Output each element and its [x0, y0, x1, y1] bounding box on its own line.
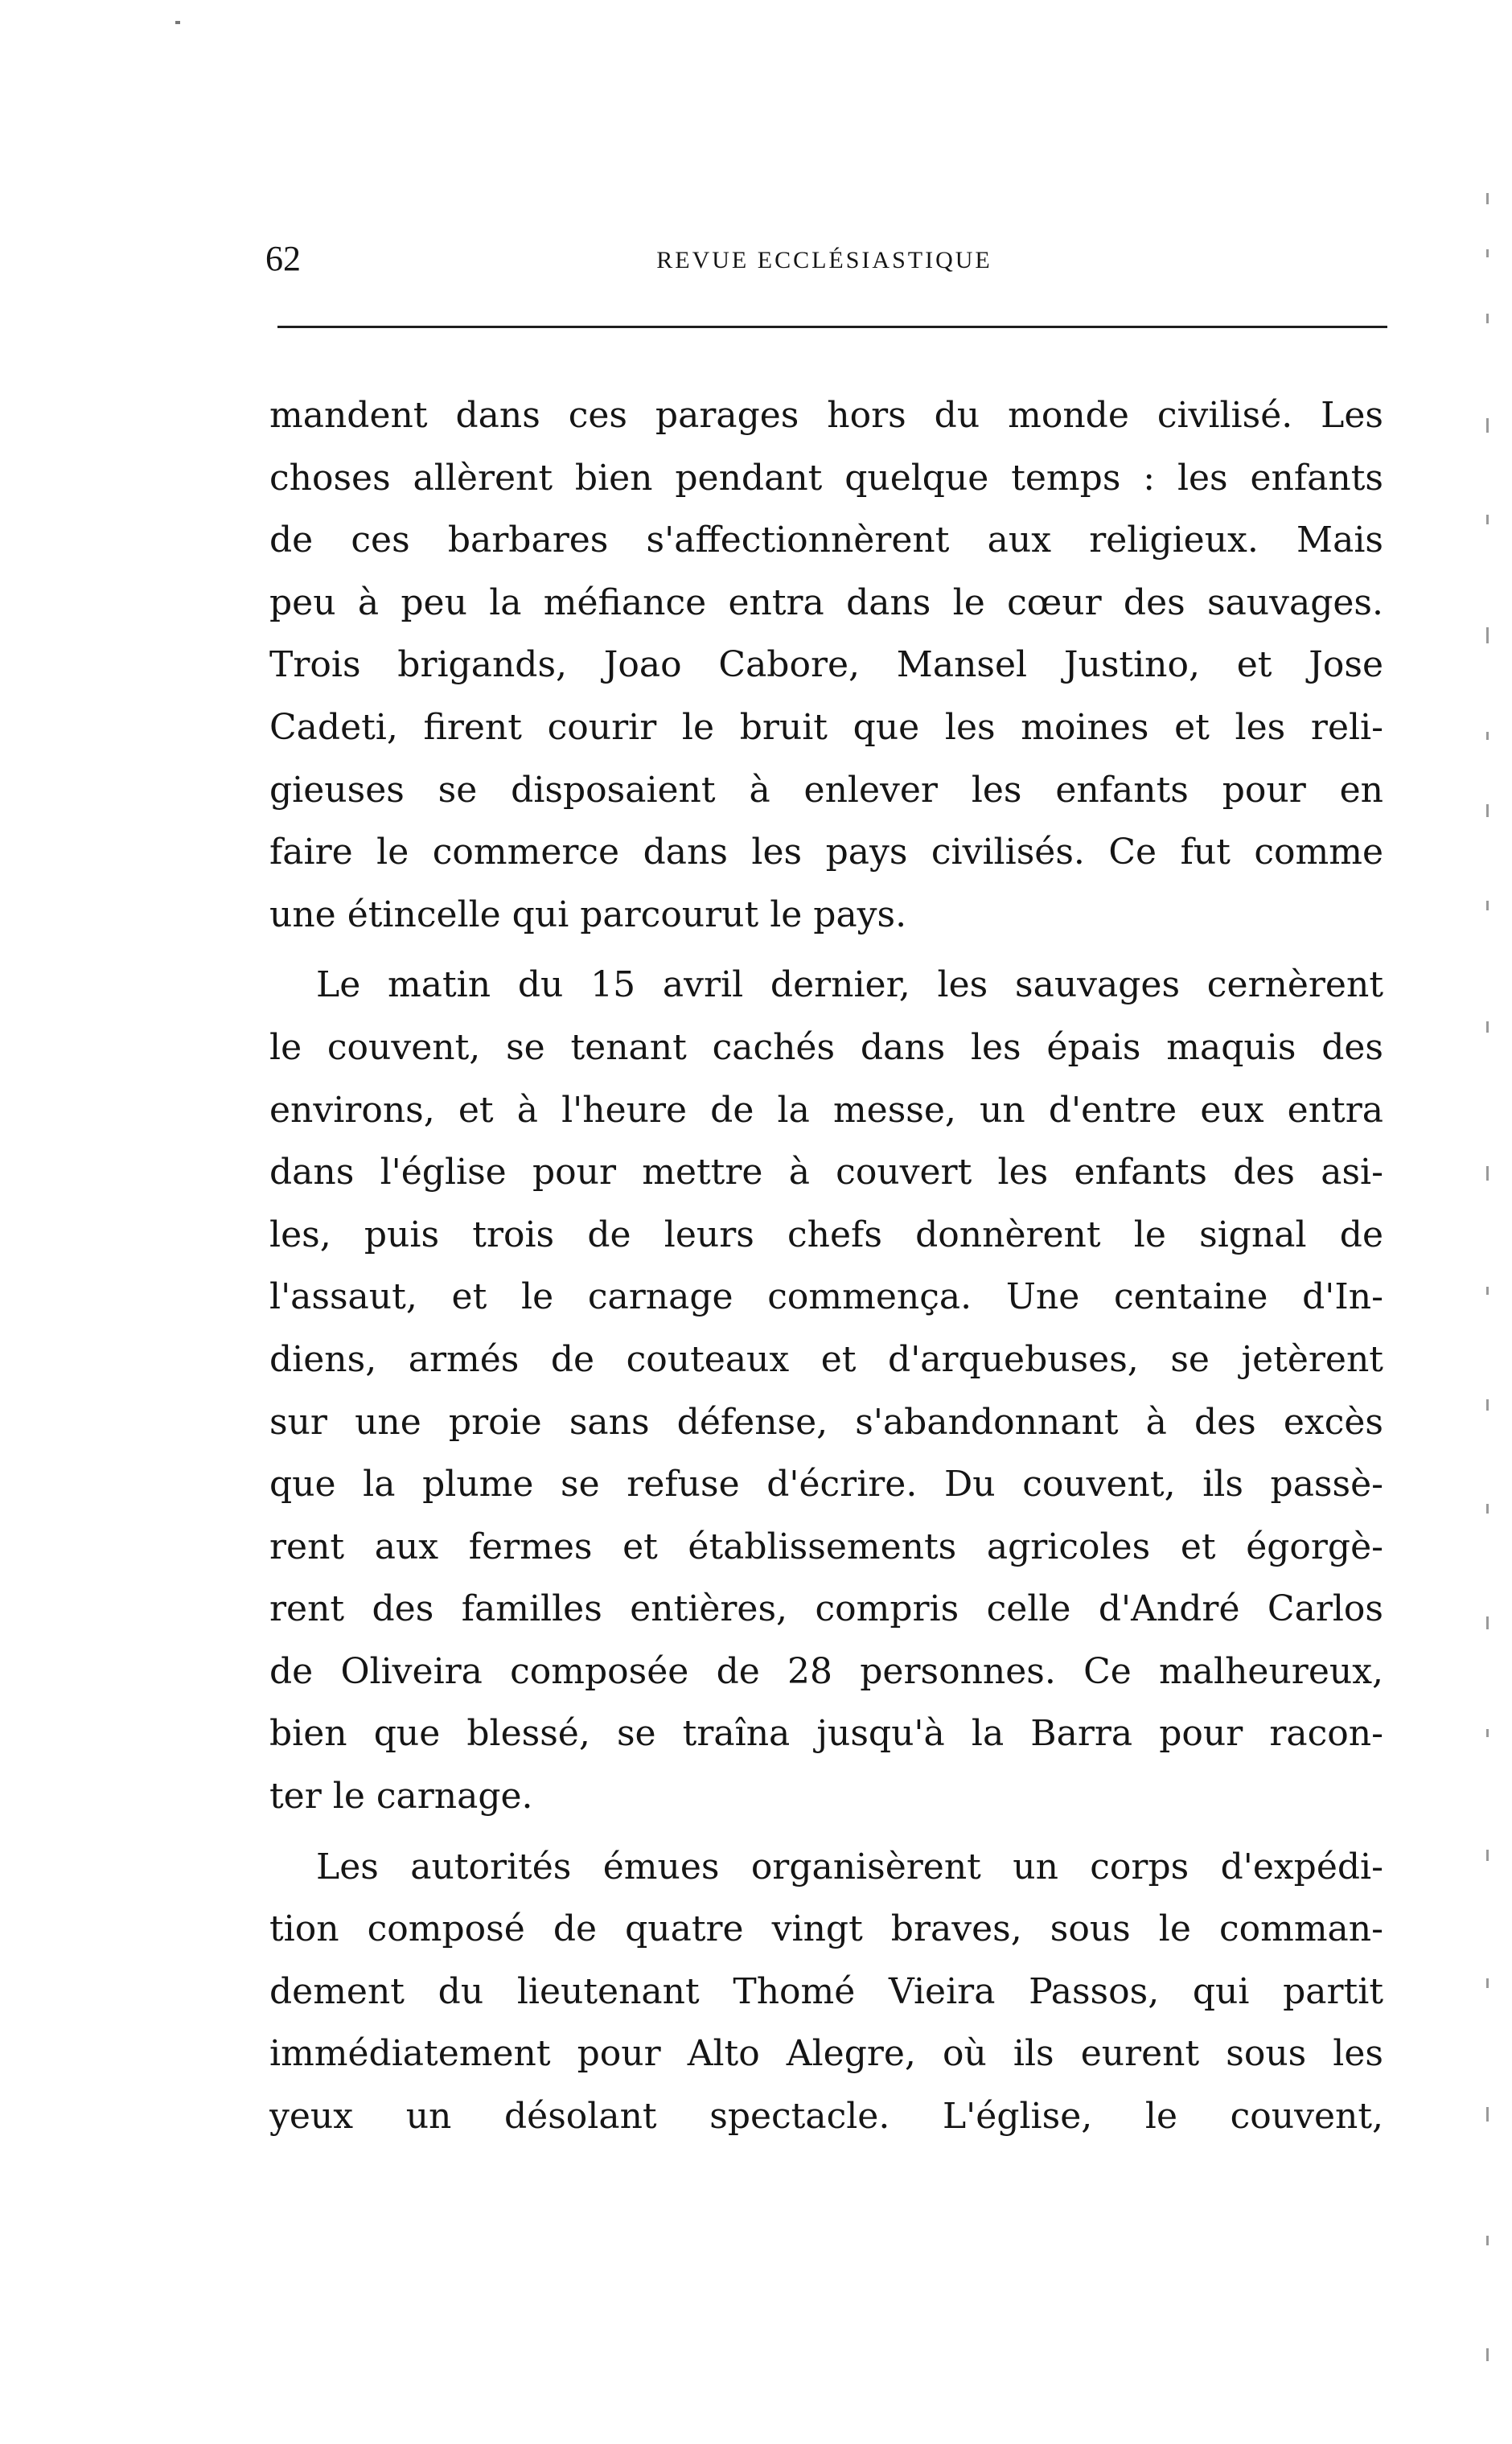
text-line: une étincelle qui parcourut le pays.	[269, 893, 907, 935]
text-line: ter le carnage.	[269, 1776, 533, 1818]
text-line: tion composé de quatre vingt braves, sous le comman-	[269, 1908, 1383, 1950]
text-line: de ces barbares s'affectionnèrent aux religieux. Mais	[269, 520, 1383, 561]
text-line: bien que blessé, se traîna jusqu'à la Barra pour racon-	[269, 1713, 1383, 1755]
text-line: rent des familles entières, compris celle d'André Carlos	[269, 1588, 1383, 1630]
text-line: rent aux fermes et établissements agricoles et égorgè-	[269, 1526, 1383, 1567]
text-line: que la plume se refuse d'écrire. Du couvent, ils passè-	[269, 1464, 1383, 1505]
text-line: yeux un désolant spectacle. L'église, le couvent,	[269, 2096, 1383, 2138]
text-line: choses allèrent bien pendant quelque temps : les enfants	[269, 457, 1383, 499]
text-line: l'assaut, et le carnage commença. Une centaine d'In-	[269, 1276, 1383, 1318]
text-line: le couvent, se tenant cachés dans les épais maquis des	[269, 1026, 1383, 1068]
text-line: dans l'église pour mettre à couvert les enfants des asi-	[269, 1152, 1383, 1193]
header-rule	[277, 326, 1387, 328]
paragraph-3	[269, 1836, 1383, 2148]
text-line: immédiatement pour Alto Alegre, où ils eurent sous les	[269, 2033, 1383, 2075]
text-line: Les autorités émues organisèrent un corps d'expédi-	[316, 1846, 1383, 1887]
text-line: Cadeti, firent courir le bruit que les moines et les reli-	[269, 706, 1383, 748]
body-text	[269, 384, 1383, 2148]
text-line: dement du lieutenant Thomé Vieira Passos, qui partit	[269, 1970, 1383, 2012]
journal-title: REVUE ECCLÉSIASTIQUE	[656, 247, 992, 273]
scan-margin-noise	[1480, 177, 1496, 2413]
text-line: diens, armés de couteaux et d'arquebuses, se jetèrent	[269, 1338, 1383, 1380]
text-line: de Oliveira composée de 28 personnes. Ce malheureux,	[269, 1650, 1383, 1692]
scan-mark	[175, 21, 180, 24]
text-line: environs, et à l'heure de la messe, un d'entre eux entra	[269, 1089, 1383, 1131]
text-line: faire le commerce dans les pays civilisés. Ce fut comme	[269, 832, 1383, 873]
running-head	[265, 235, 1383, 283]
text-line: Trois brigands, Joao Cabore, Mansel Justino, et Jose	[269, 644, 1383, 686]
text-line: Le matin du 15 avril dernier, les sauvages cernèrent	[316, 964, 1383, 1006]
text-line: les, puis trois de leurs chefs donnèrent le signal de	[269, 1214, 1383, 1255]
page-number: 62	[265, 239, 301, 278]
text-line: peu à peu la méfiance entra dans le cœur des sauvages.	[269, 581, 1383, 623]
text-line: gieuses se disposaient à enlever les enfants pour en	[269, 769, 1383, 811]
paragraph-1	[269, 384, 1383, 946]
text-line: sur une proie sans défense, s'abandonnant à des excès	[269, 1401, 1383, 1443]
text-line: mandent dans ces parages hors du monde civilisé. Les	[269, 395, 1383, 436]
paragraph-2	[269, 954, 1383, 1827]
